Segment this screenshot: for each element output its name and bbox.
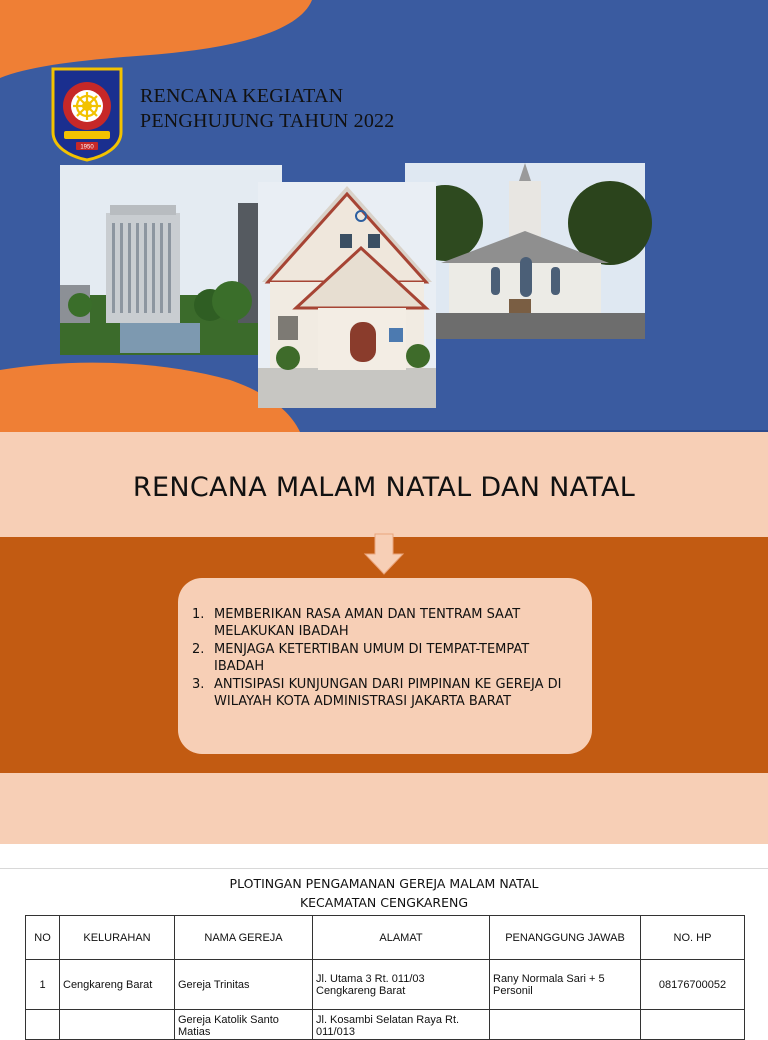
cell-no-hp — [641, 1010, 745, 1040]
table-title-line2: KECAMATAN CENGKARENG — [299, 895, 469, 910]
list-item-number: 3. — [192, 677, 205, 692]
logo-year: 1950 — [80, 144, 94, 151]
table-title — [0, 874, 768, 912]
column-header-no: NO — [26, 916, 60, 960]
security-assignment-table — [25, 915, 745, 1040]
photo-church-facade — [258, 182, 436, 408]
cell-no-hp: 08176700052 — [641, 960, 745, 1010]
cover-title-line1: RENCANA KEGIATAN — [140, 85, 344, 107]
table-row — [26, 960, 745, 1010]
photo-office-tower — [60, 165, 282, 355]
table-title-line1: PLOTINGAN PENGAMANAN GEREJA MALAM NATAL — [229, 876, 539, 891]
list-item-number: 2. — [192, 642, 205, 657]
cell-kelurahan: Cengkareng Barat — [60, 960, 175, 1010]
plan-heading: RENCANA MALAM NATAL DAN NATAL — [132, 472, 636, 503]
cover-title — [140, 84, 394, 134]
table-row — [26, 1010, 745, 1040]
column-header-penanggung-jawab: PENANGGUNG JAWAB — [490, 916, 641, 960]
cell-no — [26, 1010, 60, 1040]
cover-title-line2: PENGHUJUNG TAHUN 2022 — [140, 110, 395, 132]
column-header-kelurahan: KELURAHAN — [60, 916, 175, 960]
column-header-no-hp: NO. HP — [641, 916, 745, 960]
list-item-text: MENJAGA KETERTIBAN UMUM DI TEMPAT-TEMPAT IBADAH — [214, 642, 530, 674]
list-item — [192, 641, 582, 675]
plan-objectives-list — [192, 606, 582, 711]
photo-church-steeple — [405, 163, 645, 339]
list-item — [192, 676, 582, 710]
list-item-text: ANTISIPASI KUNJUNGAN DARI PIMPINAN KE GEREJA DI WILAYAH KOTA ADMINISTRASI JAKARTA BARAT — [214, 677, 562, 709]
list-item-text: MEMBERIKAN RASA AMAN DAN TENTRAM SAAT MELAKUKAN IBADAH — [214, 607, 521, 639]
cell-penanggung-jawab: Rany Normala Sari + 5 Personil — [490, 960, 641, 1010]
police-emblem-logo — [50, 66, 124, 162]
cell-no: 1 — [26, 960, 60, 1010]
cell-nama-gereja: Gereja Trinitas — [175, 960, 313, 1010]
list-item-number: 1. — [192, 607, 205, 622]
cover-slide — [0, 0, 768, 432]
cell-alamat: Jl. Utama 3 Rt. 011/03 Cengkareng Barat — [313, 960, 490, 1010]
cell-alamat: Jl. Kosambi Selatan Raya Rt. 011/013 — [313, 1010, 490, 1040]
arrow-down-icon — [363, 534, 405, 576]
column-header-nama-gereja: NAMA GEREJA — [175, 916, 313, 960]
cell-nama-gereja: Gereja Katolik Santo Matias — [175, 1010, 313, 1040]
cell-penanggung-jawab — [490, 1010, 641, 1040]
cell-kelurahan — [60, 1010, 175, 1040]
table-header-row — [26, 916, 745, 960]
column-header-alamat: ALAMAT — [313, 916, 490, 960]
list-item — [192, 606, 582, 640]
